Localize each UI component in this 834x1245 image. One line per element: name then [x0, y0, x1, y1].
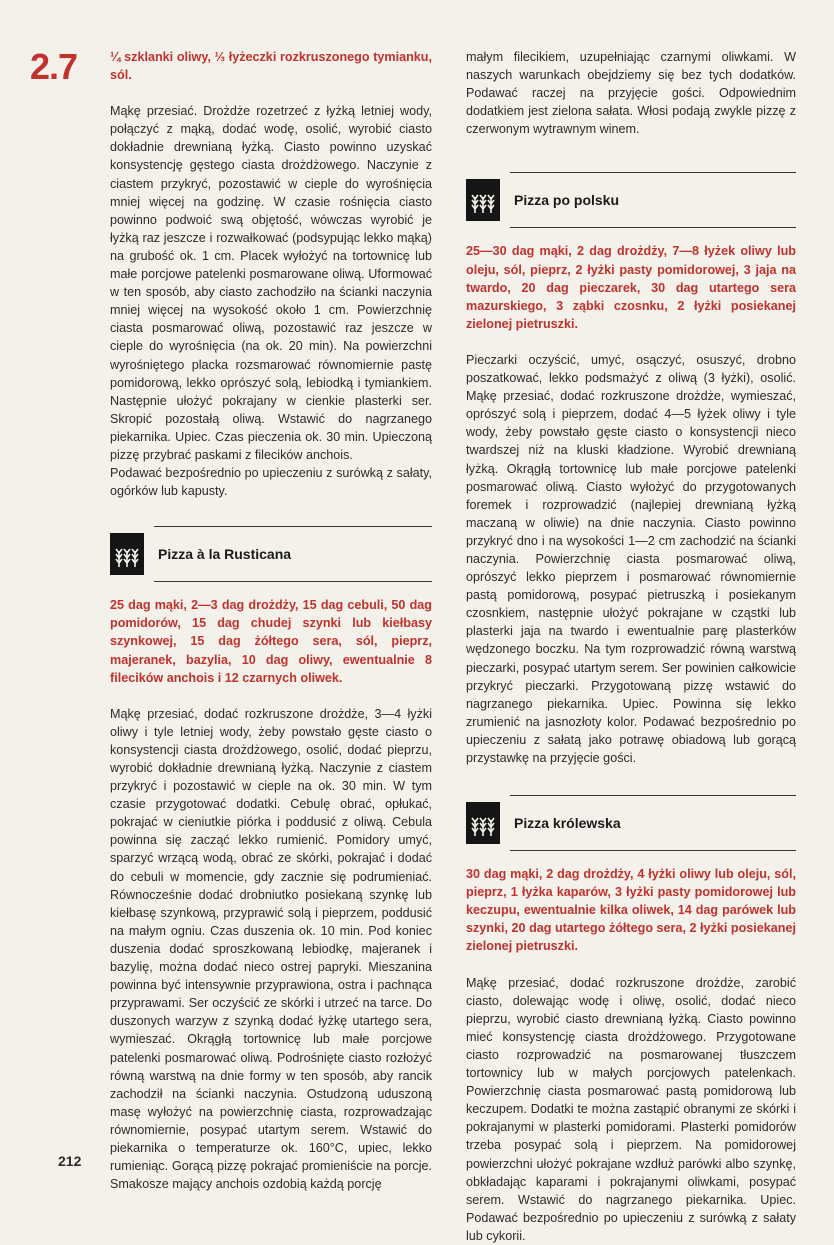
right-column: [466, 48, 796, 1245]
chapter-number: 2.7: [30, 46, 78, 87]
rusticana-continued: małym filecikiem, uzupełniając czarnymi oliwkami. W naszych warunkach obejdziemy się bez tych dodatków. Podawać raczej na przyjęcie gości. Odpowiednim dodatkiem jest zielona sałata. Włosi podają zwykle pizzę z czerwonym wytrawnym winem.: [466, 50, 796, 137]
rusticana-method: Mąkę przesiać, dodać rozkruszone drożdże, 3—4 łyżki oliwy i tyle letniej wody, żeby powstało gęste ciasto o konsystencji ciasta drożdżowego, osolić, dodać pieprzu, wyrobić dokładnie drewnianą łyżką. Naczynie z ciastem przykryć i pozostawić w cieple na ok. 30 min. W tym czasie przygotować dodatki. Cebulę obrać, opłukać, pokrajać w cieniutkie piórka i poddusić z oliwą. Cebula powinna się zacząć lekko rumienić. Pomidory umyć, sparzyć wrzącą wodą, obrać ze skórki, pokrajać i dodać do cebuli w momencie, gdy zacznie się podrumieniać. Równocześnie dodać drobniutko posiekaną szynkę lub kiełbasę szynkową, przyprawić solą i pieprzem, poddusić na małym ogniu. Czas duszenia ok. 10 min. Pod koniec duszenia dodać sproszkowaną lebiodkę, majeranek i bazylię, można dodać nieco ostrej papryki. Mieszanina powinna być intensywnie przyprawiona, ostra i pachnąca przyprawami. Ser oczyścić ze skórki i utrzeć na tarce. Do duszonych warzyw z szynką dodać łyżkę utartego sera, wymieszać. Okrągłą tortownicę lub małe porcjowe patelenki posmarować oliwą. Podrośnięte ciasto rozłożyć równą warstwą na dnie formy w ten sposób, aby rancik zachodził na ścianki naczynia. Ostudzoną uduszoną masę wyłożyć na powierzchnię ciasta, rozprowadzając równomiernie, posypać utartym serem. Wstawić do piekarnika o temperaturze ok. 160°C, upiec, lekko rumieniąc. Gorącą pizzę pokrajać promieniście na porcje. Smakosze mający anchois ozdobią każdą porcję: [110, 706, 432, 1192]
intro-method: Mąkę przesiać. Drożdże rozetrzeć z łyżką letniej wody, połączyć z mąką, dodać wodę, osolić, wyrobić ciasto dokładnie drewnianą łyżką. Ciasto powinno uzyskać konsystencję gęstego ciasta drożdżowego. Naczynie z ciastem przykryć, pozostawić w cieple do wyrośnięcia mniej więcej na godzinę. W czasie rośnięcia ciasto powinno podwoić swą objętość, wówczas wyrobić je łyżką raz jeszcze i rozwałkować (podsypując lekko mąką) na grubość ok. 1 cm. Placek wyłożyć na tortownicę lub małe porcjowe patelenki posmarowane oliwą. Uformować w ten sposób, aby ciasto zachodziło na ścianki naczynia mniej więcej na wysokość około 1 cm. Powierzchnię ciasta posmarować oliwą, pozostawić raz jeszcze w cieple do wyrośnięcia (na ok. 20 min). Na powierzchni wyrośniętego placka rozsmarować równomiernie pastę pomidorową, lekko oprószyć solą, lebiodką i tymiankiem. Następnie ułożyć pokrajany w cienkie plasterki ser. Skropić pozostałą oliwą. Wstawić do nagrzanego piekarnika. Upiec. Czas pieczenia ok. 30 min. Upieczoną pizzę przybrać paskami z filecików anchois.: [110, 104, 432, 462]
wheat-emblem-icon: [466, 802, 500, 844]
recipe-title-rusticana: Pizza à la Rusticana: [158, 546, 292, 563]
recipe-header-polsku: [466, 172, 796, 228]
intro-serving: Podawać bezpośrednio po upieczeniu z surówką z sałaty, ogórków lub kapusty.: [110, 466, 432, 499]
left-column: [110, 48, 432, 1193]
page-number: 212: [58, 1153, 82, 1169]
recipe-header-rusticana: [110, 526, 432, 582]
krolewska-ingredients: 30 dag mąki, 2 dag drożdży, 4 łyżki oliwy lub oleju, sól, pieprz, 1 łyżka kaparów, 3 łyżki pasty pomidorowej lub keczupu, ewentualnie kilka oliwek, 14 dag parówek lub szynki, 20 dag utartego żółtego sera, 2 łyżki posiekanej zielonej pietruszki.: [466, 867, 796, 954]
recipe-header-krolewska: [466, 795, 796, 851]
recipe-title-polsku: Pizza po polsku: [514, 192, 620, 209]
recipe-title-krolewska: Pizza królewska: [514, 815, 621, 832]
polsku-method: Pieczarki oczyścić, umyć, osączyć, osuszyć, drobno poszatkować, lekko podsmażyć z oliwą (3 łyżki), osolić. Mąkę przesiać, dodać rozkruszone drożdże, wymieszać, oprószyć solą i pieprzem, dodać 4—5 łyżek oliwy i tyle wody, żeby powstało gęste ciasto o konsystencji nieco twardszej niż na kluski kładzione. Wyrobić drewnianą łyżką. Okrągłą tortownicę lub małe porcjowe patelenki posmarować oliwą. Ciasto wyłożyć do przygotowanych foremek i rozprowadzić (najlepiej drewnianą łyżką maczaną w oliwie) na dnie naczynia. Ciasto powinno przykryć dno i na wysokości 1—2 cm zachodzić na ścianki naczynia. Powierzchnię ciasta posmarować oliwą, oprószyć lekko pieprzem i posmarować równomiernie pastą pomidorową, posypać pietruszką i posiekanym czosnkiem, następnie ułożyć pokrajane w cząstki lub plasterki jaja na twardo i ewentualnie parę plasterków wędzonego boczku. Na tym rozprowadzić równą warstwą pieczarki, posypać utartym serem. Ser powinien całkowicie przykryć pieczarki. Przygotowaną pizzę wstawić do nagrzanego piekarnika. Upiec. Powinna się lekko zrumienić na jasnozłoty kolor. Podawać bezpośrednio po upieczeniu z sałatą jako potrawę obiadową lub gorącą przystawkę na przyjęcie gości.: [466, 352, 796, 765]
rusticana-ingredients: 25 dag mąki, 2—3 dag drożdży, 15 dag cebuli, 50 dag pomidorów, 15 dag chudej szynki lub kiełbasy szynkowej, 15 dag żółtego sera, sól, pieprz, majeranek, bazylia, 10 dag oliwy, ewentualnie 8 filecików anchois i 12 czarnych oliwek.: [110, 598, 432, 685]
wheat-emblem-icon: [110, 533, 144, 575]
wheat-emblem-icon: [466, 179, 500, 221]
polsku-ingredients: 25—30 dag mąki, 2 dag drożdży, 7—8 łyżek oliwy lub oleju, sól, pieprz, 2 łyżki pasty pomidorowej, 3 jaja na twardo, 20 dag pieczarek, 30 dag utartego sera mazurskiego, 3 ząbki czosnku, 2 łyżki posiekanej zielonej pietruszki.: [466, 244, 796, 331]
intro-ingredients: ¼ szklanki oliwy, ⅓ łyżeczki rozkruszonego tymianku, sól.: [110, 50, 432, 83]
krolewska-method: Mąkę przesiać, dodać rozkruszone drożdże, zarobić ciasto, dolewając wodę i oliwę, osolić, dodać nieco pieprzu, wyrobić ciasto drewnianą łyżką. Ciasto powinno mieć konsystencję ciasta drożdżowego. Przygotowane ciasto rozprowadzić na posmarowanej tłuszczem tortownicy lub w małych porcjowych patelenkach. Powierzchnię ciasta posmarować pastą pomidorową lub keczupem. Dodatki te można zastąpić obranymi ze skórki i pokrajanymi w plasterki pomidorami. Plasterki pomidorów trzeba posypać solą i pieprzem. Na pomidorowej powierzchni ułożyć pokrajane wzdłuż parówki albo szynkę, obkładając kaparami i pokrajanymi oliwkami, posypać serem. Wstawić do nagrzanego piekarnika. Upiec. Podawać bezpośrednio po upieczeniu z surówką z sałaty lub cykorii.: [466, 975, 796, 1243]
